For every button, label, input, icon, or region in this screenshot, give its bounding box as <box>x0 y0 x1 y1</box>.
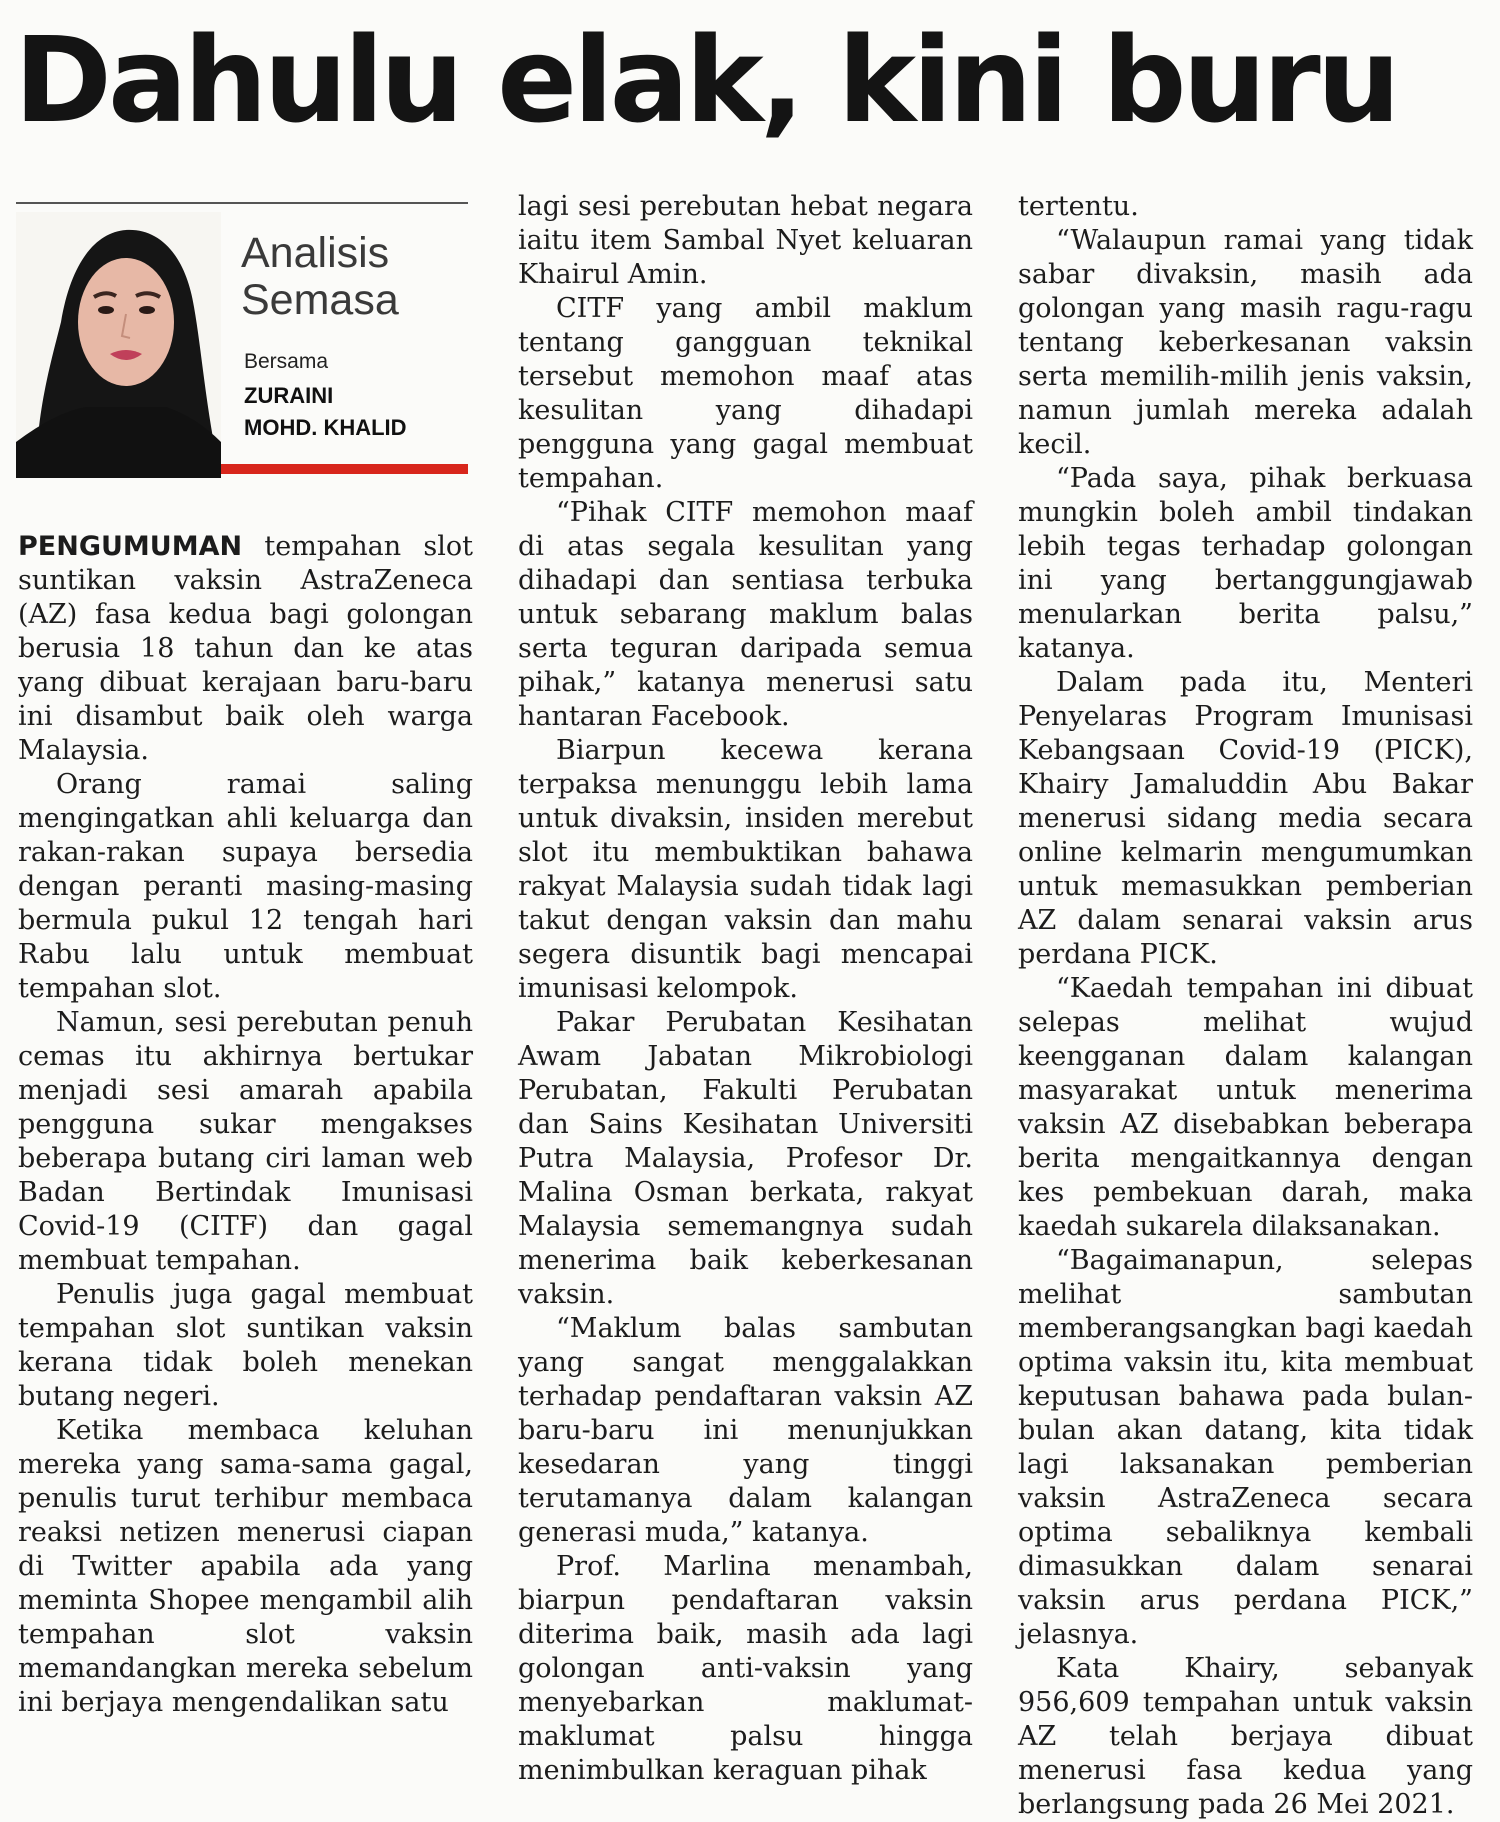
paragraph: “Pada saya, pihak berkuasa mungkin boleh ambil tindakan lebih tegas terhadap golongan ini yang bertanggungjawab menularkan berita palsu,” katanya. <box>1018 463 1473 664</box>
paragraph: “Pihak CITF memohon maaf di atas segala kesulitan yang dihadapi dan sentiasa terbuka untuk sebarang maklum balas serta teguran daripada semua pihak,” katanya menerusi satu hantaran Facebook. <box>518 497 973 732</box>
paragraph: Prof. Marlina menambah, biarpun pendaftaran vaksin diterima baik, masih ada lagi golongan anti-vaksin yang menyebarkan maklumat-maklumat palsu hingga menimbulkan keraguan pihak <box>518 1551 973 1786</box>
paragraph <box>18 530 473 768</box>
paragraph: Ketika membaca keluhan mereka yang sama-sama gagal, penulis turut terhibur membaca reaksi netizen menerusi ciapan di Twitter apabila ada yang meminta Shopee mengambil alih tempahan slot vaksin memandangkan mereka sebelum ini berjaya mengendalikan satu <box>18 1415 473 1718</box>
paragraph: Biarpun kecewa kerana terpaksa menunggu lebih lama untuk divaksin, insiden merebut slot itu membuktikan bahawa rakyat Malaysia sudah tidak lagi takut dengan vaksin dan mahu segera disuntik bagi mencapai imunisasi kelompok. <box>518 735 973 1004</box>
paragraph: lagi sesi perebutan hebat negara iaitu item Sambal Nyet keluaran Khairul Amin. <box>518 191 973 290</box>
byline-black-bar <box>16 470 221 478</box>
paragraph: Pakar Perubatan Kesihatan Awam Jabatan Mikrobiologi Perubatan, Fakulti Perubatan dan Sains Kesihatan Universiti Putra Malaysia, Profesor Dr. Malina Osman berkata, rakyat Malaysia sememangnya sudah menerima baik keberkesanan vaksin. <box>518 1007 973 1310</box>
article-column-3 <box>1018 190 1473 1822</box>
author-name-line2: MOHD. KHALID <box>244 415 407 440</box>
paragraph: Penulis juga gagal membuat tempahan slot suntikan vaksin kerana tidak boleh menekan butang negeri. <box>18 1279 473 1412</box>
paragraph: Namun, sesi perebutan penuh cemas itu akhirnya bertukar menjadi sesi amarah apabila pengguna sukar mengakses beberapa butang ciri laman web Badan Bertindak Imunisasi Covid-19 (CITF) dan gagal membuat tempahan. <box>18 1007 473 1276</box>
paragraph: CITF yang ambil maklum tentang gangguan teknikal tersebut memohon maaf atas kesulitan yang dihadapi pengguna yang gagal membuat tempahan. <box>518 293 973 494</box>
byline-red-bar <box>221 464 468 474</box>
headline: Dahulu elak, kini buru <box>14 11 1397 149</box>
article-column-1 <box>18 530 473 1720</box>
section-title-line2: Semasa <box>241 276 399 324</box>
paragraph: Orang ramai saling mengingatkan ahli keluarga dan rakan-rakan supaya bersedia dengan peranti masing-masing bermula pukul 12 tengah hari Rabu lalu untuk membuat tempahan slot. <box>18 769 473 1004</box>
section-title <box>241 230 461 324</box>
section-title-line1: Analisis <box>241 229 390 277</box>
column-byline <box>16 202 468 478</box>
paragraph: tertentu. <box>1018 191 1139 222</box>
paragraph: “Maklum balas sambutan yang sangat menggalakkan terhadap pendaftaran vaksin AZ baru-baru ini menunjukkan kesedaran yang tinggi terutamanya dalam kalangan generasi muda,” katanya. <box>518 1313 973 1548</box>
paragraph-text: tempahan slot suntikan vaksin AstraZeneca (AZ) fasa kedua bagi golongan berusia 18 tahun dan ke atas yang dibuat kerajaan baru-baru ini disambut baik oleh warga Malaysia. <box>18 531 473 766</box>
paragraph: “Kaedah tempahan ini dibuat selepas melihat wujud keengganan dalam kalangan masyarakat untuk menerima vaksin AZ disebabkan beberapa berita mengaitkannya dengan kes pembekuan darah, maka kaedah sukarela dilaksanakan. <box>1018 973 1473 1242</box>
bersama-label: Bersama <box>244 350 329 373</box>
lead-word: PENGUMUMAN <box>18 531 243 562</box>
author-name-line1: ZURAINI <box>244 383 334 408</box>
paragraph: “Walaupun ramai yang tidak sabar divaksin, masih ada golongan yang masih ragu-ragu tentang keberkesanan vaksin serta memilih-milih jenis vaksin, namun jumlah mereka adalah kecil. <box>1018 225 1473 460</box>
author-photo <box>16 212 221 478</box>
article-column-2 <box>518 190 973 1788</box>
paragraph: Dalam pada itu, Menteri Penyelaras Program Imunisasi Kebangsaan Covid-19 (PICK), Khairy Jamaluddin Abu Bakar menerusi sidang media secara online kelmarin mengumumkan untuk memasukkan pemberian AZ dalam senarai vaksin arus perdana PICK. <box>1018 667 1473 970</box>
paragraph: “Bagaimanapun, selepas melihat sambutan memberangsangkan bagi kaedah optima vaksin itu, kita membuat keputusan bahawa pada bulan-bulan akan datang, kita tidak lagi laksanakan pemberian vaksin AstraZeneca secara optima sebaliknya kembali dimasukkan dalam senarai vaksin arus perdana PICK,” jelasnya. <box>1018 1245 1473 1650</box>
divider <box>16 202 468 204</box>
author-name <box>244 380 464 444</box>
paragraph: Kata Khairy, sebanyak 956,609 tempahan untuk vaksin AZ telah berjaya dibuat menerusi fasa kedua yang berlangsung pada 26 Mei 2021. <box>1018 1653 1473 1820</box>
